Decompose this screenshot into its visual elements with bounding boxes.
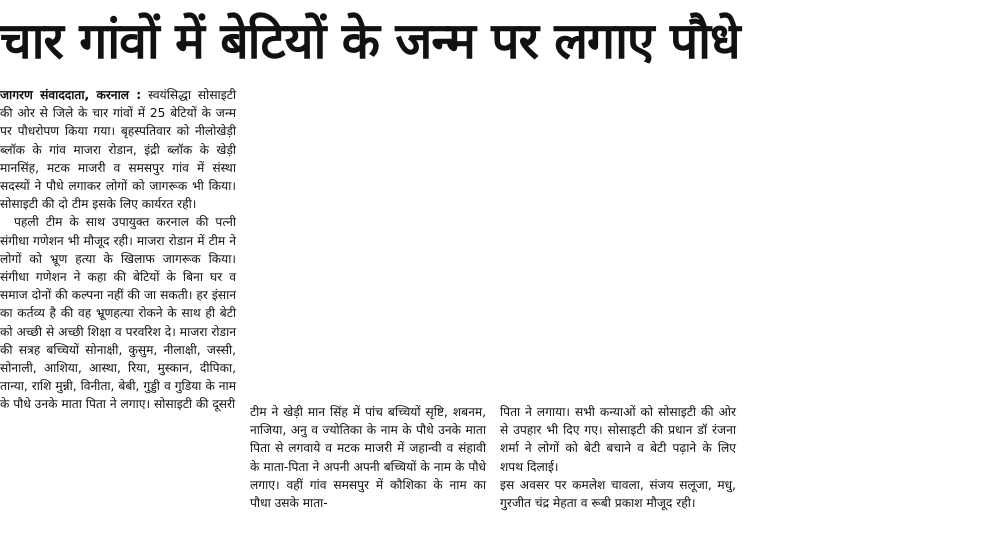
- article-column-2: [250, 403, 486, 512]
- article-dateline: जागरण संवाददाता, करनाल :: [0, 88, 142, 102]
- article-column-3: [500, 403, 736, 512]
- article-column-1: [0, 86, 236, 414]
- article-paragraph: पहली टीम के साथ उपायुक्त करनाल की पत्नी संगीधा गणेशन भी मौजूद रही। माजरा रोडान में टीम ने लोगों को भ्रूण हत्या के खिलाफ जागरूक किया। संगीधा गणेशन ने कहा की बेटियों के बिना घर व समाज दोनों की कल्पना नहीं की जा सकती। हर इंसान का कर्तव्य है की वह भ्रूणहत्या रोकने के साथ ही बेटी को अच्छी से अच्छी शिक्षा व परवरिश दे। माजरा रोडान की सत्रह बच्चियों सोनाक्षी, कुसुम, नीलाक्षी, जस्सी, सोनाली, आशिया, आस्था, रिया, मुस्कान, दीपिका, तान्या, राशि मुन्नी, विनीता, बेबी, गुड्डी व गुडिया के नाम के पौधे उनके माता पिता ने लगाए। सोसाइटी की दूसरी: [0, 215, 236, 412]
- article-text: स्वयंसिद्धा सोसाइटी की ओर से जिले के चार गांवों में 25 बेटियों के जन्म पर पौधरोपण किया गया। बृहस्पतिवार को नीलोखेड़ी ब्लॉक के गांव माजरा रोडान, इंद्री ब्लॉक के खेड़ी मानसिंह, मटक माजरी व समसपुर गांव में संस्था सदस्यों ने पौधे लगाकर लोगों को जागरूक भी किया। सोसाइटी की दो टीम इसके लिए कार्यरत रही।: [0, 88, 236, 212]
- article-paragraph: टीम ने खेड़ी मान सिंह में पांच बच्चियों सृष्टि, शबनम, नाजिया, अनु व ज्योतिका के नाम के पौधे उनके माता पिता से लगवाये व मटक माजरी में जहान्वी व संहावी के माता-पिता ने अपनी अपनी बच्चियों के नाम के पौधे लगाए। वहीं गांव समसपुर में कौशिका के नाम का पौधा उसके माता-: [250, 405, 486, 511]
- article-paragraph: इस अवसर पर कमलेश चावला, संजय सलूजा, मधु, गुरजीत चंद्र मेहता व रूबी प्रकाश मौजूद रही।: [500, 477, 736, 511]
- article-paragraph: [0, 86, 236, 213]
- article-paragraph: पिता ने लगाया। सभी कन्याओं को सोसाइटी की ओर से उपहार भी दिए गए। सोसाइटी की प्रधान डॉ रंजना शर्मा ने लोगों को बेटी बचाने व बेटी पढ़ाने के लिए शपथ दिलाई।: [500, 405, 736, 474]
- article-headline: चार गांवों में बेटियों के जन्म पर लगाए पौधे: [0, 12, 740, 70]
